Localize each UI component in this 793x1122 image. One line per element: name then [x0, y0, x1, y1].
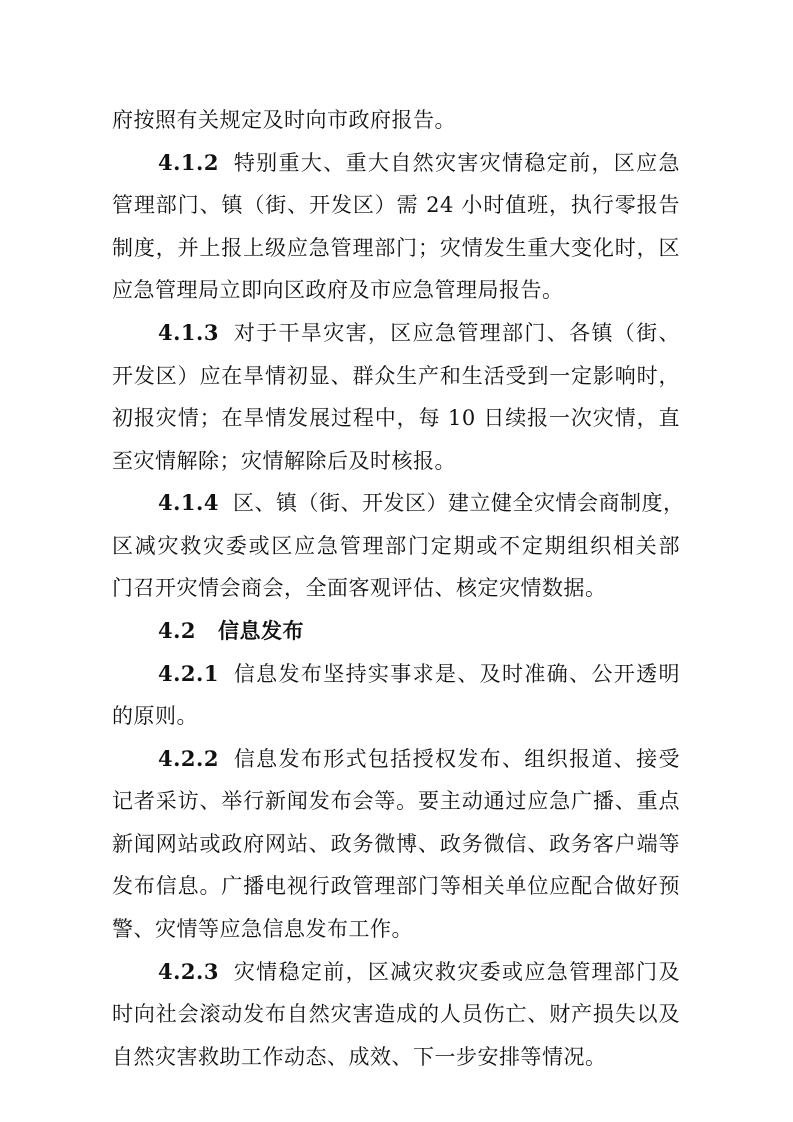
paragraph-line: 门召开灾情会商会，全面客观评估、核定灾情数据。	[112, 576, 607, 600]
paragraph-line: 管理部门、镇（街、开发区）需 24 小时值班，执行零报告	[112, 193, 680, 217]
paragraph-line: 新闻网站或政府网站、政务微博、政务微信、政务客户端等	[112, 832, 680, 856]
section-number: 4.2.2	[158, 746, 219, 771]
section-number: 4.1.4	[158, 490, 219, 515]
section-4-1-4-line: 4.1.4 区、镇（街、开发区）建立健全灾情会商制度，	[158, 490, 685, 515]
section-4-2-3-line: 4.2.3 灾情稳定前，区减灾救灾委或应急管理部门及	[158, 959, 680, 984]
section-number: 4.1.3	[158, 320, 219, 345]
paragraph-line: 开发区）应在旱情初显、群众生产和生活受到一定影响时，	[112, 364, 680, 388]
section-number: 4.2.3	[158, 959, 219, 984]
paragraph-line: 记者采访、举行新闻发布会等。要主动通过应急广播、重点	[112, 789, 680, 813]
paragraph-line: 自然灾害救助工作动态、成效、下一步安排等情况。	[112, 1045, 607, 1069]
paragraph-line: 发布信息。广播电视行政管理部门等相关单位应配合做好预	[112, 874, 680, 898]
section-number: 4.2	[158, 618, 197, 643]
section-number: 4.1.2	[158, 150, 219, 175]
section-number: 4.2.1	[158, 661, 219, 686]
paragraph-line: 区减灾救灾委或区应急管理部门定期或不定期组织相关部	[112, 534, 680, 558]
section-4-1-3-line: 4.1.3 对于干旱灾害，区应急管理部门、各镇（街、	[158, 320, 680, 345]
paragraph-line: 应急管理局立即向区政府及市应急管理局报告。	[112, 278, 564, 302]
paragraph-line: 府按照有关规定及时向市政府报告。	[112, 108, 456, 132]
paragraph-line: 至灾情解除；灾情解除后及时核报。	[112, 449, 456, 473]
paragraph-line: 的原则。	[112, 704, 198, 728]
paragraph-line: 警、灾情等应急信息发布工作。	[112, 917, 413, 941]
section-4-2-2-line: 4.2.2 信息发布形式包括授权发布、组织报道、接受	[158, 746, 680, 771]
section-4-2-1-line: 4.2.1 信息发布坚持实事求是、及时准确、公开透明	[158, 661, 680, 686]
section-heading-4-2: 4.2 信息发布	[158, 618, 305, 643]
paragraph-line: 制度，并上报上级应急管理部门；灾情发生重大变化时，区	[112, 236, 680, 260]
paragraph-line: 时向社会滚动发布自然灾害造成的人员伤亡、财产损失以及	[112, 1002, 680, 1026]
section-4-1-2-line: 4.1.2 特别重大、重大自然灾害灾情稳定前，区应急	[158, 150, 680, 175]
paragraph-line: 初报灾情；在旱情发展过程中，每 10 日续报一次灾情，直	[112, 406, 680, 430]
